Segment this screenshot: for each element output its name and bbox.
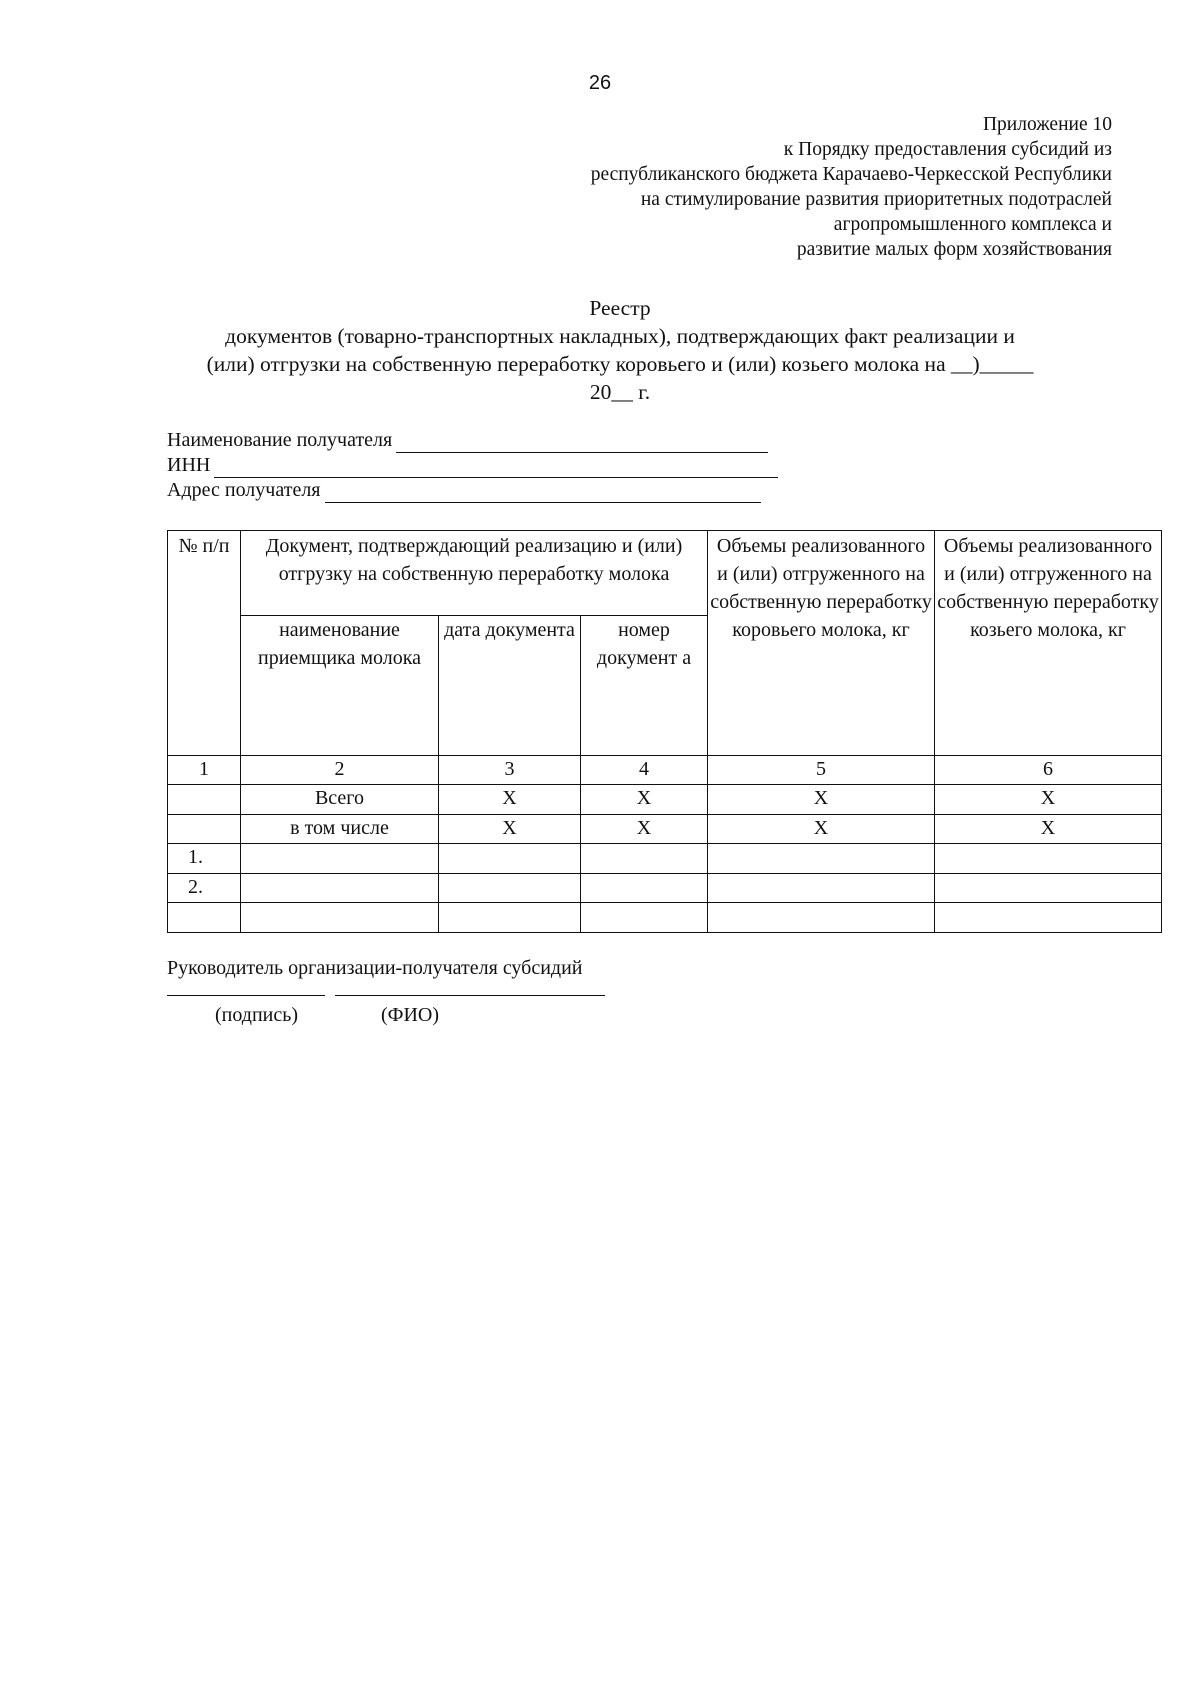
recipient-name-row <box>167 428 778 453</box>
appendix-line: агропромышленного комплекса и <box>833 214 1112 235</box>
row-number: 1. <box>168 844 241 874</box>
recipient-fields <box>167 428 778 503</box>
registry-table <box>167 530 1162 933</box>
header-goat-volume: Объемы реализованного и (или) отгруженного на собственную переработку козьего молока, кг <box>935 531 1162 756</box>
table-cell[interactable] <box>168 814 241 844</box>
x-mark: Х <box>439 785 581 815</box>
x-mark: Х <box>935 785 1162 815</box>
x-mark: Х <box>581 785 708 815</box>
table-cell[interactable] <box>241 873 439 903</box>
row-number: 2. <box>168 873 241 903</box>
signature-labels <box>167 1002 605 1032</box>
recipient-name-label: Наименование получателя <box>167 429 393 451</box>
table-cell[interactable] <box>581 873 708 903</box>
header-receiver: наименование приемщика молока <box>241 616 439 755</box>
total-label: Всего <box>241 785 439 815</box>
x-mark: Х <box>439 814 581 844</box>
signature-block <box>167 955 605 1032</box>
name-label: (ФИО) <box>381 1004 440 1026</box>
table-row <box>168 844 1162 874</box>
index-cell: 5 <box>708 755 935 785</box>
x-mark: Х <box>581 814 708 844</box>
header-cow-volume: Объемы реализованного и (или) отгруженного на собственную переработку коровьего молока, кг <box>708 531 935 756</box>
table-cell[interactable] <box>439 903 581 933</box>
table-cell[interactable] <box>935 903 1162 933</box>
index-cell: 4 <box>581 755 708 785</box>
title-line-1: документов (товарно-транспортных накладных), подтверждающих факт реализации и <box>225 324 1015 348</box>
name-line[interactable] <box>335 989 605 996</box>
appendix-line: на стимулирование развития приоритетных подотраслей <box>640 189 1112 210</box>
inn-row <box>167 453 778 478</box>
signature-label: (подпись) <box>215 1004 299 1026</box>
table-cell[interactable] <box>439 873 581 903</box>
header-date: дата документа <box>439 616 581 755</box>
header-number: номер документ а <box>581 616 708 755</box>
header-num: № п/п <box>168 531 241 756</box>
appendix-line: Приложение 10 <box>982 114 1112 135</box>
document-title <box>160 294 1080 406</box>
table-cell[interactable] <box>708 844 935 874</box>
table-cell[interactable] <box>439 844 581 874</box>
table-row <box>168 873 1162 903</box>
table-row-total <box>168 785 1162 815</box>
title-heading: Реестр <box>589 296 651 320</box>
appendix-line: к Порядку предоставления субсидий из <box>783 139 1112 160</box>
table-cell[interactable] <box>168 903 241 933</box>
index-cell: 2 <box>241 755 439 785</box>
table-row-including <box>168 814 1162 844</box>
title-line-3: 20__ г. <box>589 380 651 404</box>
table-header-row-1 <box>168 531 1162 616</box>
address-label: Адрес получателя <box>167 479 321 501</box>
address-line[interactable] <box>325 484 761 503</box>
inn-label: ИНН <box>167 454 211 476</box>
table-cell[interactable] <box>168 785 241 815</box>
table-cell[interactable] <box>708 903 935 933</box>
table-cell[interactable] <box>935 873 1162 903</box>
table-index-row <box>168 755 1162 785</box>
table-cell[interactable] <box>935 844 1162 874</box>
table-cell[interactable] <box>581 844 708 874</box>
signature-line[interactable] <box>167 989 325 996</box>
index-cell: 3 <box>439 755 581 785</box>
table-cell[interactable] <box>241 844 439 874</box>
page-number: 26 <box>588 72 612 94</box>
table-row <box>168 903 1162 933</box>
recipient-name-line[interactable] <box>396 434 768 453</box>
header-document-group: Документ, подтверждающий реализацию и (или) отгрузку на собственную переработку молока <box>241 531 708 616</box>
x-mark: Х <box>708 814 935 844</box>
x-mark: Х <box>708 785 935 815</box>
appendix-header <box>591 112 1112 262</box>
address-row <box>167 478 778 503</box>
appendix-line: республиканского бюджета Карачаево-Черкесской Республики <box>590 164 1112 185</box>
inn-line[interactable] <box>214 459 778 478</box>
index-cell: 6 <box>935 755 1162 785</box>
appendix-line: развитие малых форм хозяйствования <box>796 239 1112 260</box>
x-mark: Х <box>935 814 1162 844</box>
table-cell[interactable] <box>241 903 439 933</box>
index-cell: 1 <box>168 755 241 785</box>
table-cell[interactable] <box>708 873 935 903</box>
including-label: в том числе <box>241 814 439 844</box>
table-cell[interactable] <box>581 903 708 933</box>
title-line-2: (или) отгрузки на собственную переработку коровьего и (или) козьего молока на __)_____ <box>206 352 1034 376</box>
signature-lines <box>167 989 605 996</box>
signature-title: Руководитель организации-получателя субсидий <box>167 957 583 979</box>
